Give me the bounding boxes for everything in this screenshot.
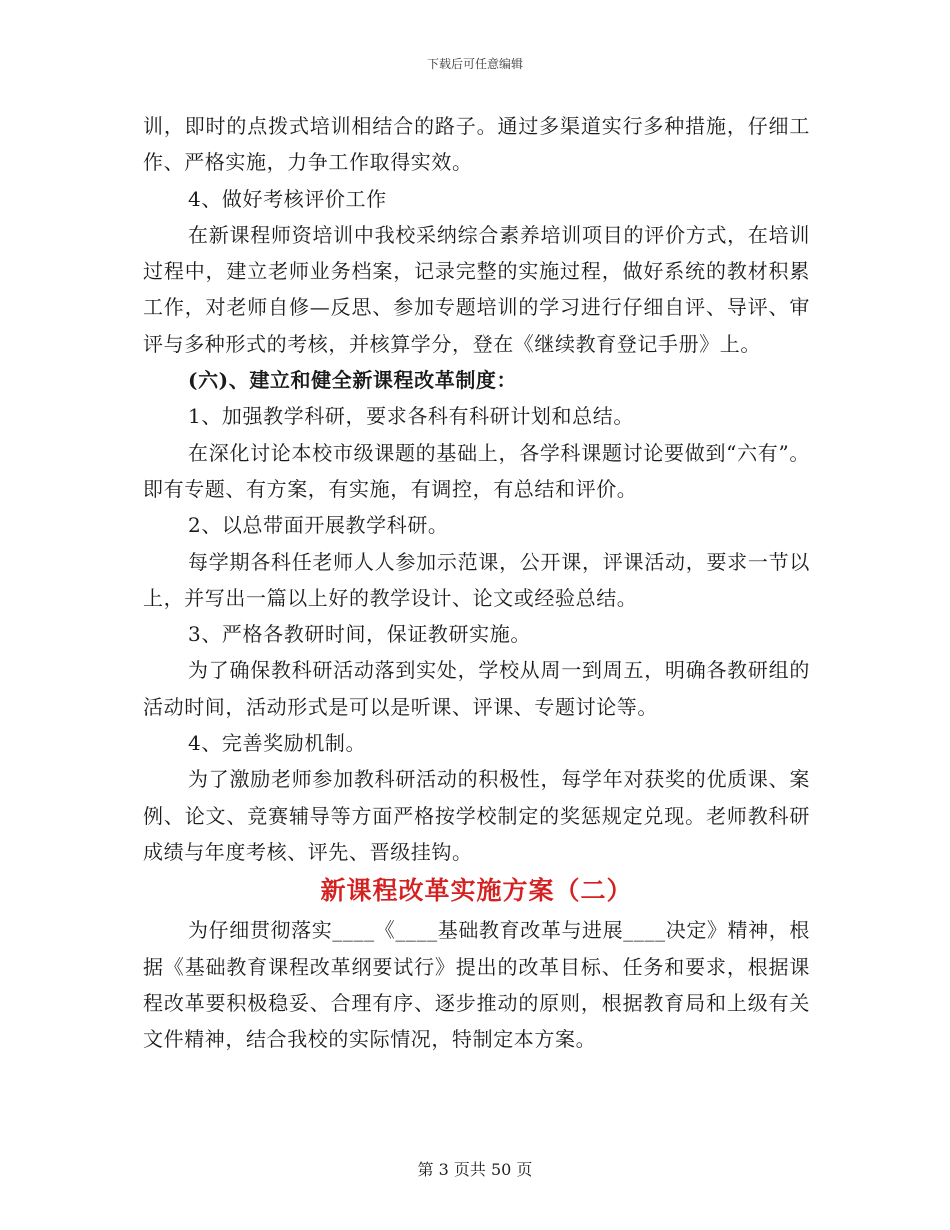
paragraph-research: 在深化讨论本校市级课题的基础上，各学科课题讨论要做到“六有”。即有专题、有方案，有实施，有调控，有总结和评价。 [143, 440, 810, 501]
item-heading-reward: 4、完善奖励机制。 [188, 731, 367, 756]
item-heading-overall: 2、以总带面开展教学科研。 [188, 513, 449, 538]
section-title: 新课程改革实施方案（二） [320, 876, 633, 906]
page-footer: 第 3 页共 50 页 [417, 1160, 533, 1179]
paragraph-time: 为了确保教科研活动落到实处，学校从周一到周五，明确各教研组的活动时间，活动形式是可以是听课、评课、专题讨论等。 [143, 658, 810, 719]
paragraph-continuation: 训，即时的点拨式培训相结合的路子。通过多渠道实行多种措施，仔细工作、严格实施，力争工作取得实效。 [143, 114, 810, 175]
item-heading-time: 3、严格各教研时间，保证教研实施。 [188, 622, 531, 647]
paragraph-overall: 每学期各科任老师人人参加示范课，公开课，评课活动，要求一节以上，并写出一篇以上好的教学设计、论文或经验总结。 [143, 549, 810, 610]
paragraph-intro: 为仔细贯彻落实____《____基础教育改革与进展____决定》精神，根据《基础教育课程改革纲要试行》提出的改革目标、任务和要求，根据课程改革要积极稳妥、合理有序、逐步推动的原则，根据教育局和上级有关文件精神，结合我校的实际情况，特制定本方案。 [143, 918, 810, 1052]
page-header: 下载后可任意编辑 [426, 57, 523, 71]
document-body [143, 108, 810, 1057]
item-heading-research: 1、加强教学科研，要求各科有科研计划和总结。 [188, 404, 634, 429]
item-heading-assessment: 4、做好考核评价工作 [188, 186, 387, 211]
paragraph-assessment: 在新课程师资培训中我校采纳综合素养培训项目的评价方式，在培训过程中，建立老师业务档案，记录完整的实施过程，做好系统的教材积累工作，对老师自修—反思、参加专题培训的学习进行仔细自评、导评、审评与多种形式的考核，并核算学分，登在《继续教育登记手册》上。 [143, 222, 810, 356]
paragraph-reward: 为了激励老师参加教科研活动的积极性，每学年对获奖的优质课、案例、论文、竞赛辅导等方面严格按学校制定的奖惩规定兑现。老师教科研成绩与年度考核、评先、晋级挂钩。 [143, 767, 810, 864]
section-heading-six: (六)、建立和健全新课程改革制度： [188, 368, 518, 393]
